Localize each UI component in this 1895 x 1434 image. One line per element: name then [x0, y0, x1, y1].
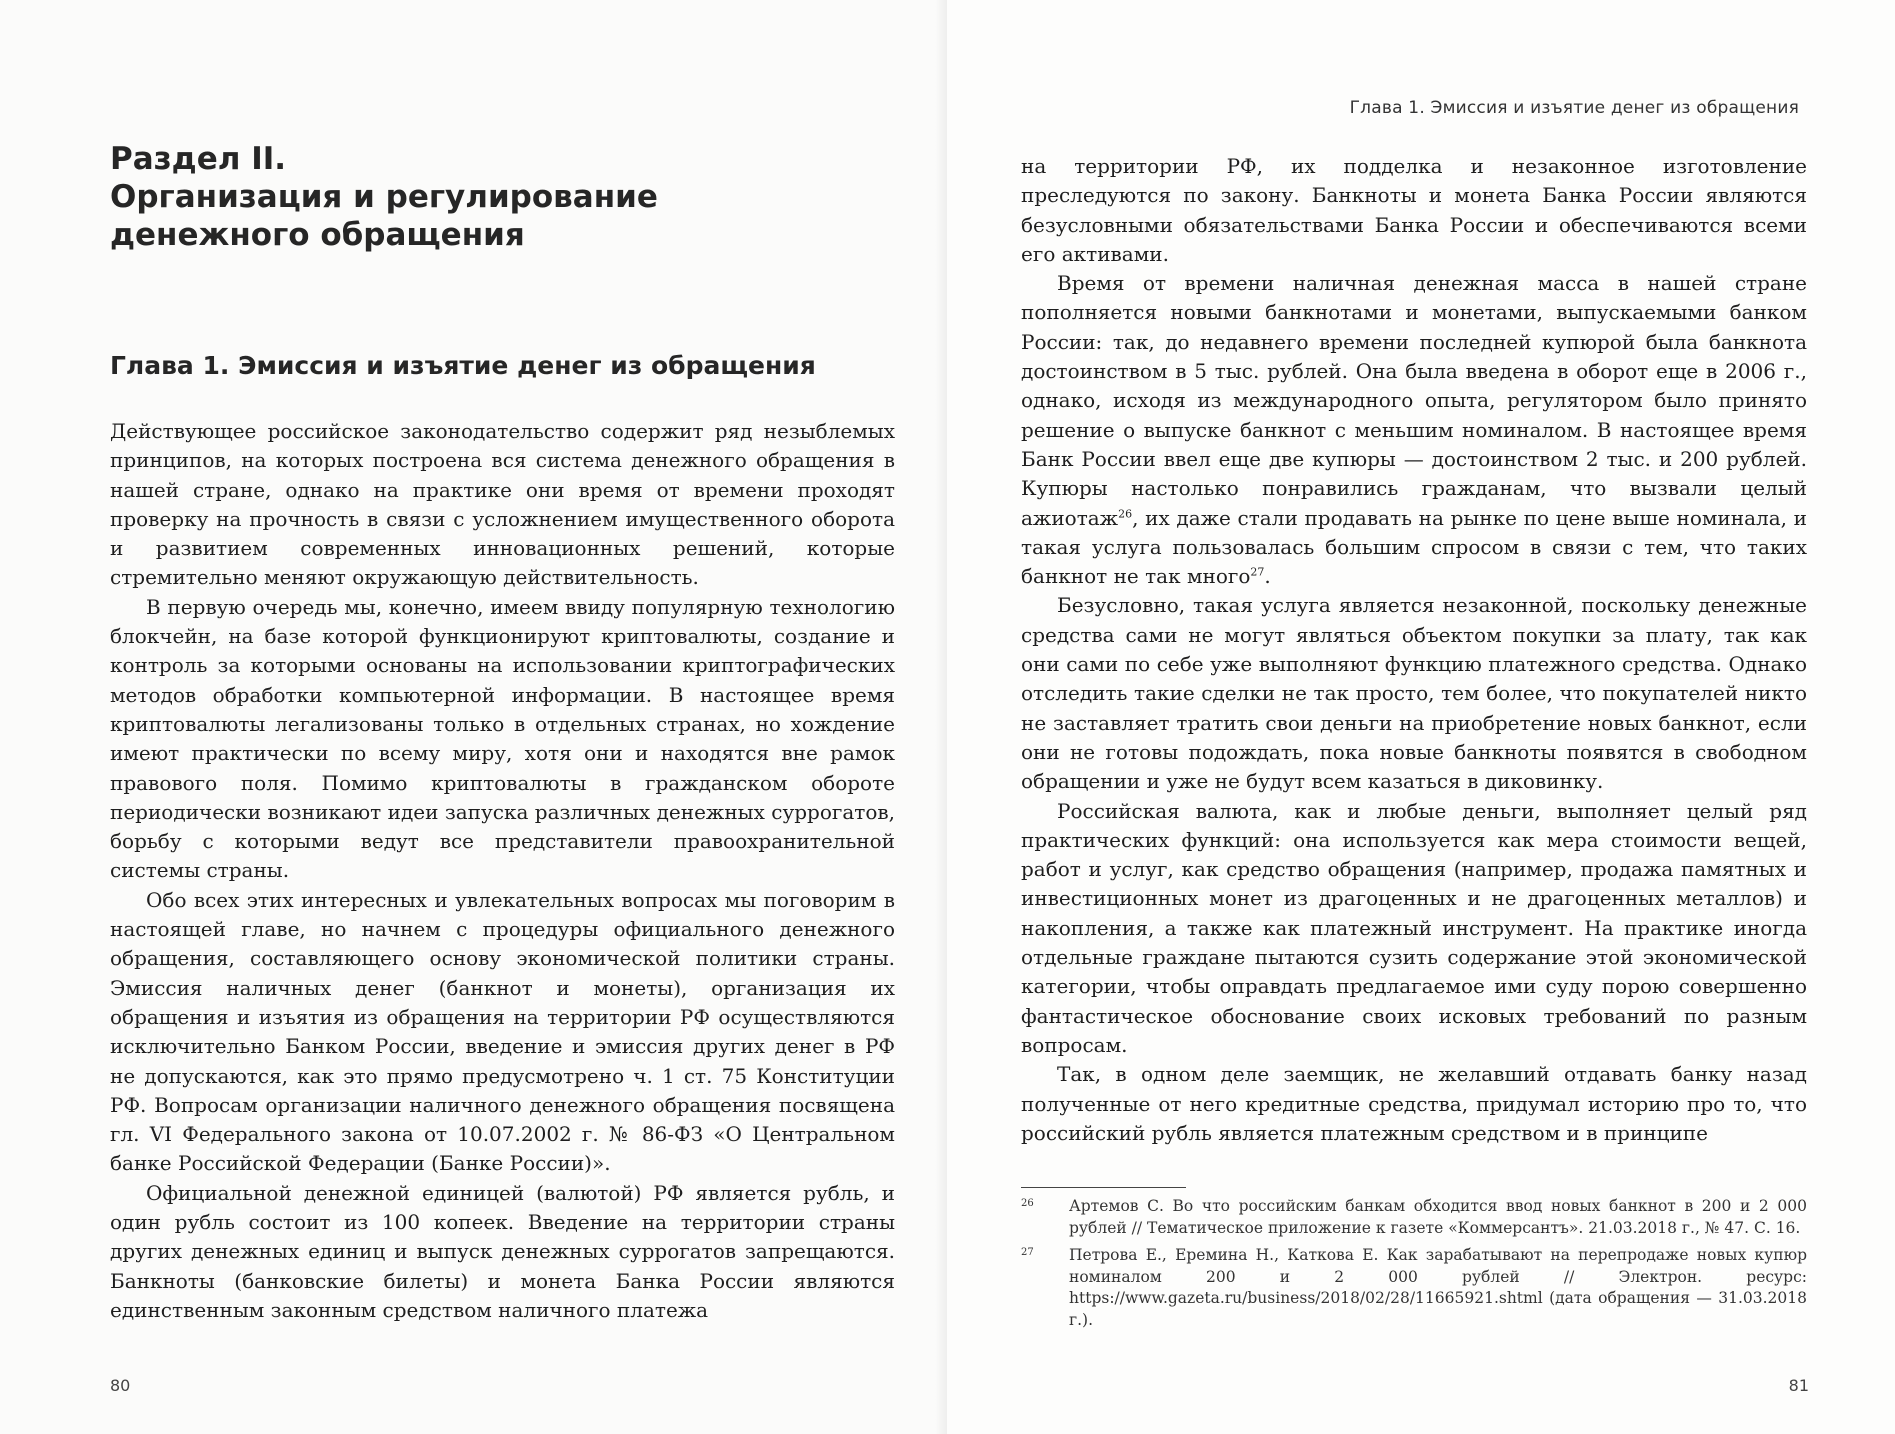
- left-body-text: [110, 417, 895, 1325]
- left-page: [0, 0, 947, 1434]
- footnote-number: 26: [1021, 1198, 1034, 1209]
- paragraph: Безусловно, такая услуга является незаконной, поскольку денежные средства сами не могут являться объектом покупки за плату, так как они сами по себе уже выполняют функцию платежного средства. Однако отследить такие сделки не так просто, тем более, что покупателей никто не заставляет тратить свои деньги на приобретение новых банкнот, если они не готовы подождать, пока новые банкноты появятся в свободном обращении и уже не будут всем казаться в диковинку.: [1021, 593, 1807, 794]
- paragraph: Действующее российское законодательство содержит ряд незыблемых принципов, на которых построена вся система денежного обращения в нашей стране, однако на практике они время от времени проходят проверку на прочность в связи с усложнением имущественного оборота и развитием современных инновационных решений, которые стремительно меняют окружающую действительность.: [110, 419, 895, 590]
- section-title: [110, 140, 830, 254]
- paragraph-text: .: [1264, 564, 1271, 589]
- paragraph: Российская валюта, как и любые деньги, выполняет целый ряд практических функций: она используется как мера стоимости вещей, работ и услуг, как средство обращения (например, продажа памятных и инвестиционных монет из драгоценных и не драгоценных металлов) и накопления, а также как платежный инструмент. На практике иногда отдельные граждане пытаются сузить содержание этой экономической категории, чтобы оправдать предлагаемое ими суду порою совершенно фантастическое обоснование своих исковых требований по разным вопросам.: [1021, 798, 1807, 1057]
- paragraph: Так, в одном деле заемщик, не желавший отдавать банку назад полученные от него кредитные средства, придумал историю про то, что российский рубль является платежным средством и в принципе: [1021, 1062, 1807, 1145]
- footnote-ref-27[interactable]: 27: [1250, 565, 1265, 579]
- paragraph-text: Время от времени наличная денежная масса в нашей стране пополняется новыми банкнотами и монетами, выпускаемыми банком России: так, до недавнего времени последней купюрой была банкнота достоинством в 5 тыс. рублей. Она была введена в оборот еще в 2006 г., однако, исходя из международного опыта, регулятором было принято решение о выпуске банкнот с меньшим номиналом. В настоящее время Банк России ввел еще две купюры — достоинством 2 тыс. и 200 рублей. Купюры настолько понравились гражданам, что вызвали целый ажиотаж: [1021, 271, 1807, 530]
- paragraph: [1021, 269, 1807, 591]
- paragraph-text: , их даже стали продавать на рынке по цене выше номинала, и такая услуга пользовалась большим спросом в связи с тем, что таких банкнот не так много: [1021, 505, 1807, 589]
- footnote-separator: [1021, 1187, 1186, 1188]
- footnote-text: Петрова Е., Еремина Н., Каткова Е. Как зарабатывают на перепродаже новых купюр номиналом 200 и 2 000 рублей // Электрон. ресурс: https://www.gazeta.ru/business/2018/02/28/11665921.shtml (дата обращения — 31.03.2018 г.).: [1069, 1246, 1807, 1329]
- right-page: [947, 0, 1895, 1434]
- footnote-item: [1021, 1245, 1807, 1331]
- page-number-left: 80: [110, 1376, 131, 1395]
- paragraph: на территории РФ, их подделка и незаконное изготовление преследуются по закону. Банкноты и монета Банка России являются безусловными обязательствами Банка России и обеспечиваются всеми его активами.: [1021, 154, 1807, 266]
- paragraph: В первую очередь мы, конечно, имеем ввиду популярную технологию блокчейн, на базе которой функционируют криптовалюты, создание и контроль за которыми основаны на использовании криптографических методов обработки компьютерной информации. В настоящее время криптовалюты легализованы только в отдельных странах, но хождение имеют практически по всему миру, хотя они и находятся вне рамок правового поля. Помимо криптовалюты в гражданском обороте периодически возникают идеи запуска различных денежных суррогатов, борьбу с которыми ведут все представители правоохранительной системы страны.: [110, 594, 895, 883]
- footnote-number: 27: [1021, 1247, 1034, 1258]
- right-body-text: [1021, 152, 1807, 1148]
- section-title-line-2: Организация и регулирование денежного обращения: [110, 179, 658, 253]
- chapter-title: Глава 1. Эмиссия и изъятие денег из обращения: [110, 351, 816, 380]
- paragraph: Официальной денежной единицей (валютой) РФ является рубль, и один рубль состоит из 100 копеек. Введение на территории страны других денежных единиц и выпуск денежных суррогатов запрещаются. Банкноты (банковские билеты) и монета Банка России являются единственным законным средством наличного платежа: [110, 1180, 895, 1322]
- paragraph: Обо всех этих интересных и увлекательных вопросах мы поговорим в настоящей главе, но начнем с процедуры официального денежного обращения, составляющего основу экономической политики страны. Эмиссия наличных денег (банкнот и монеты), организация их обращения и изъятия из обращения на территории РФ осуществляются исключительно Банком России, введение и эмиссия других денег в РФ не допускаются, как это прямо предусмотрено ч. 1 ст. 75 Конституции РФ. Вопросам организации наличного денежного обращения посвящена гл. VI Федерального закона от 10.07.2002 г. № 86-ФЗ «О Центральном банке Российской Федерации (Банке России)».: [110, 887, 895, 1176]
- footnote-item: [1021, 1196, 1807, 1239]
- footnote-ref-26[interactable]: 26: [1118, 506, 1133, 520]
- footnote-text: Артемов С. Во что российским банкам обходится ввод новых банкнот в 200 и 2 000 рублей // Тематическое приложение к газете «Коммерсантъ». 21.03.2018 г., № 47. С. 16.: [1069, 1197, 1807, 1237]
- section-title-line-1: Раздел II.: [110, 141, 287, 177]
- footnotes: [1021, 1196, 1807, 1337]
- page-number-right: 81: [1788, 1376, 1809, 1395]
- running-head: Глава 1. Эмиссия и изъятие денег из обращения: [1349, 98, 1799, 118]
